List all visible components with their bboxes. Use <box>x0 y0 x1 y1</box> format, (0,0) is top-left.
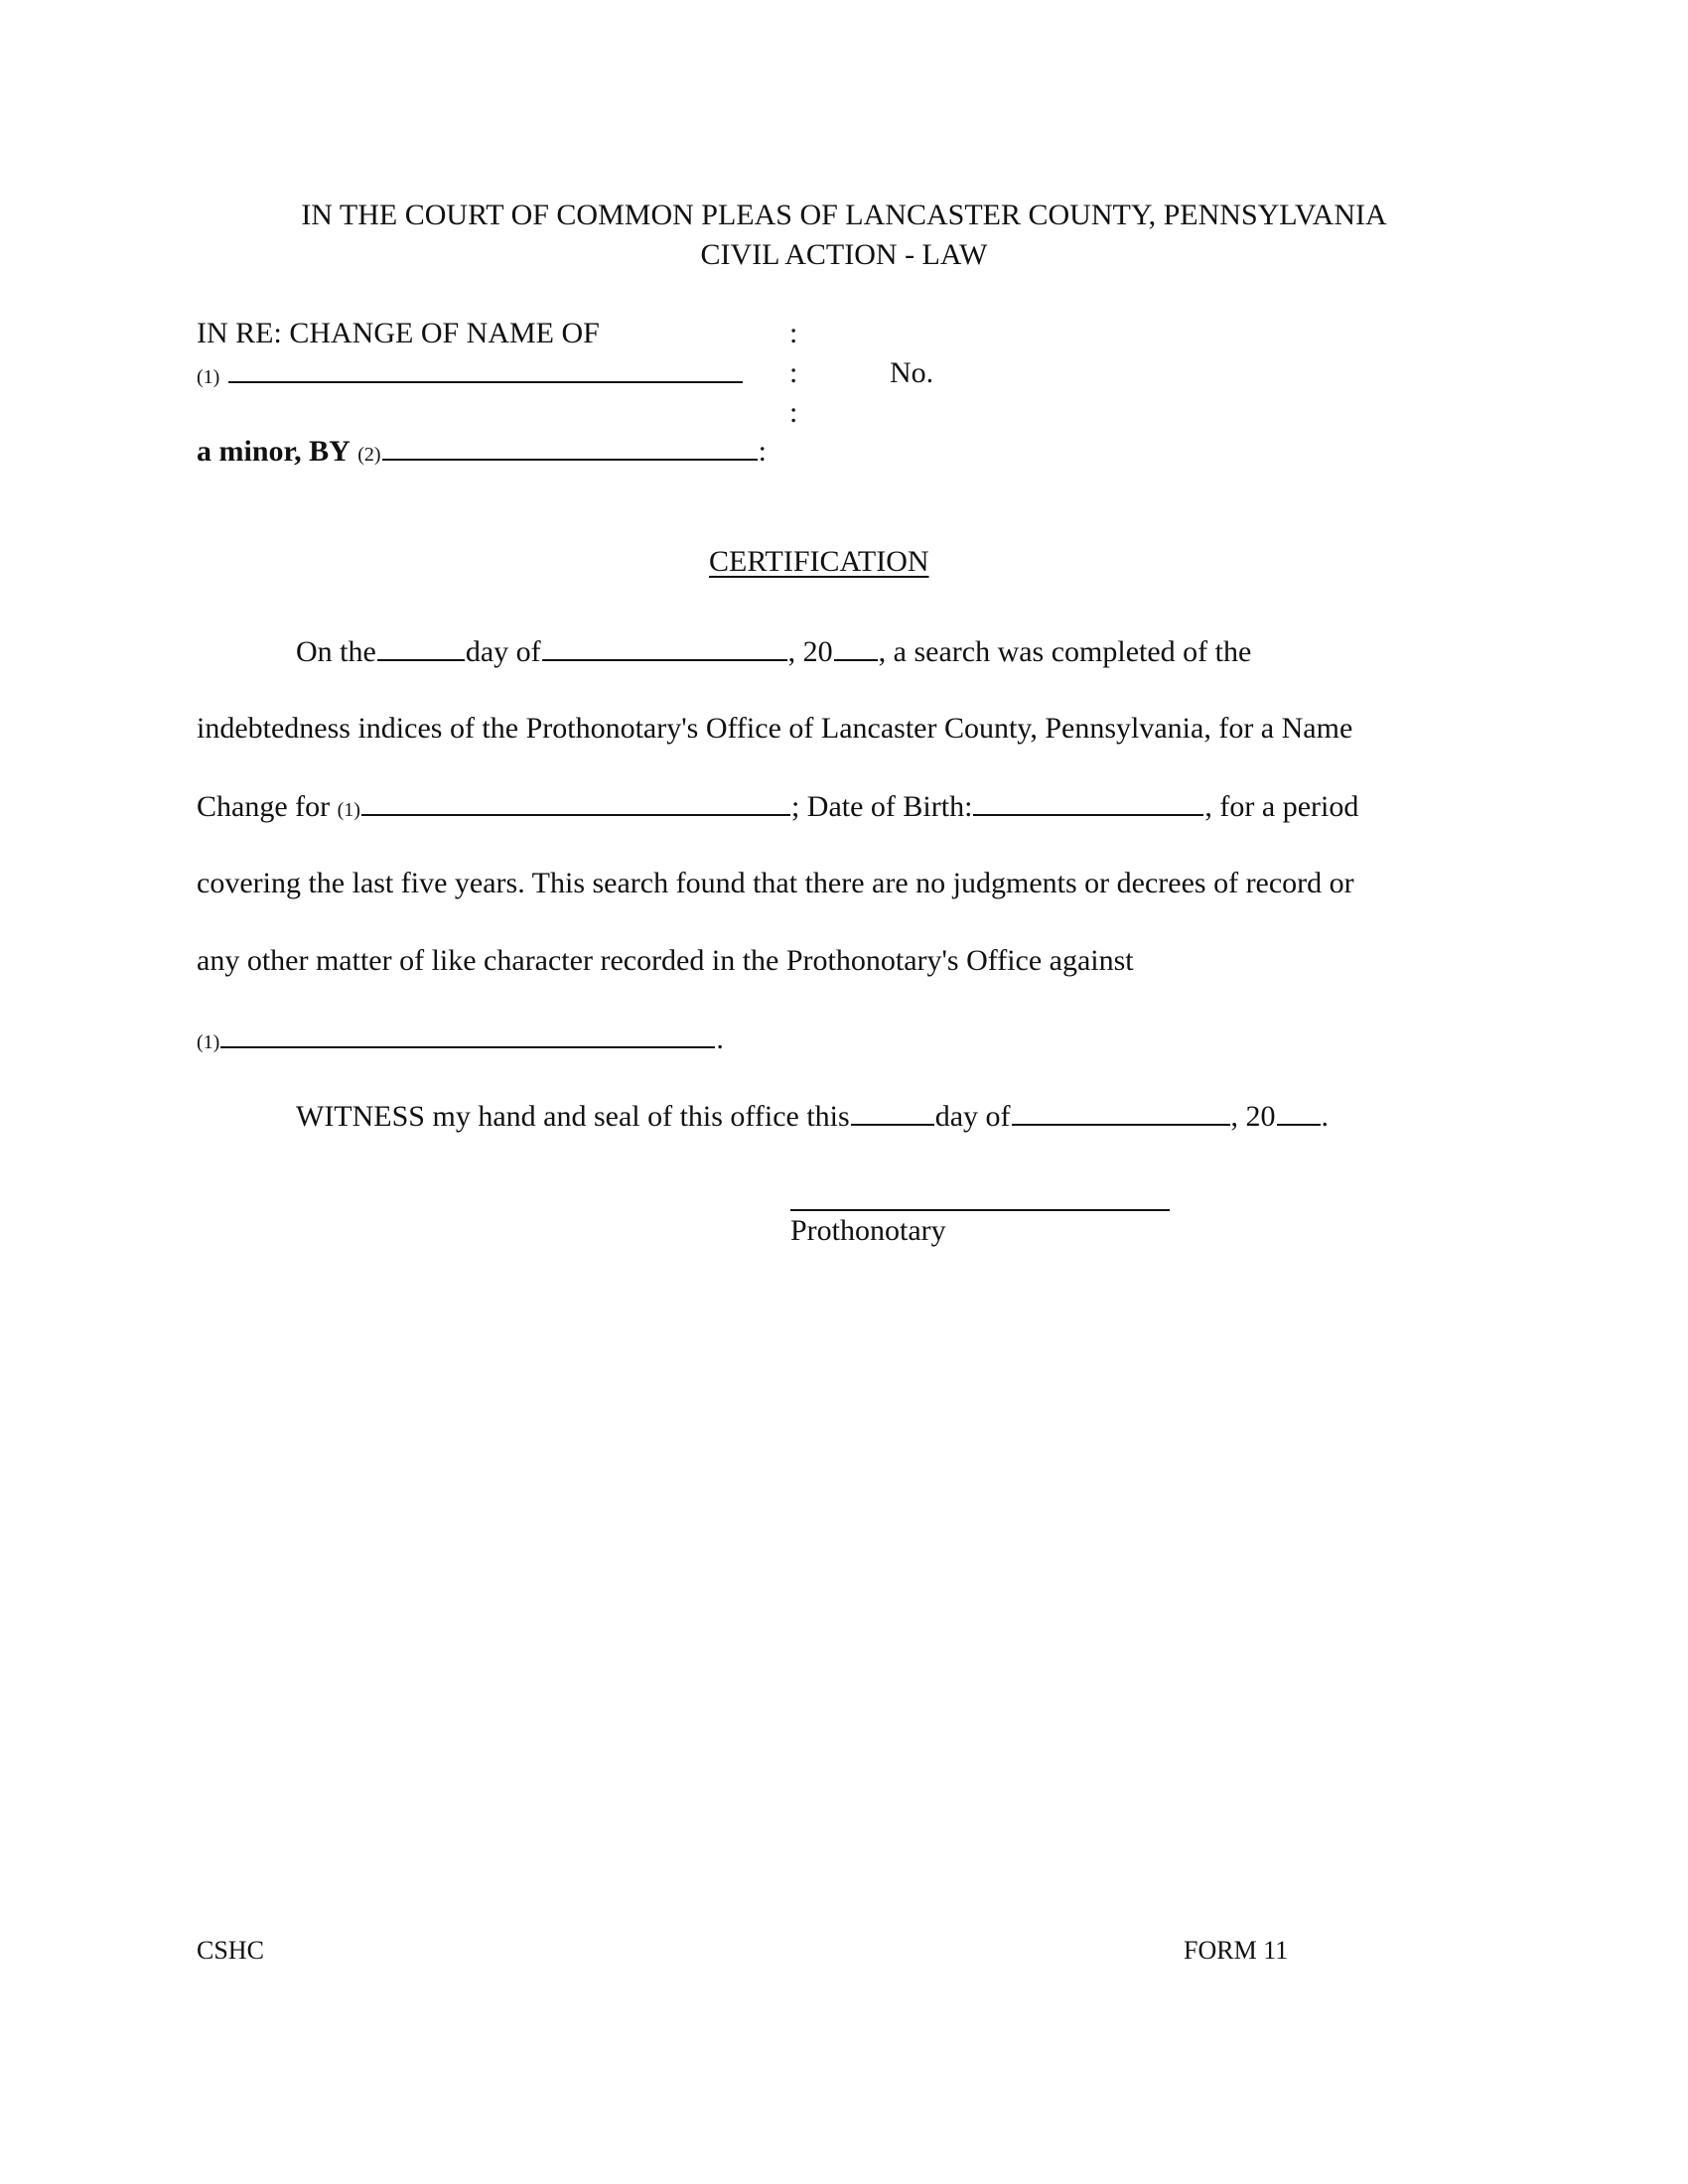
change-for-text: Change for <box>197 790 331 823</box>
witness-comma-20-text: , 20 <box>1230 1100 1276 1133</box>
cert-line-2: indebtedness indices of the Prothonotary's Office of Lancaster County, Pennsylvania, for a Name <box>197 712 1353 745</box>
witness-month-blank[interactable] <box>1012 1098 1230 1126</box>
caption-colon-1: : <box>789 317 798 349</box>
case-number-label: No. <box>890 356 934 389</box>
cert-line-1 <box>296 633 1251 670</box>
court-heading: IN THE COURT OF COMMON PLEAS OF LANCASTER COUNTY, PENNSYLVANIA <box>301 199 1387 231</box>
cert-line-4: covering the last five years. This search found that there are no judgments or decrees of record or <box>197 867 1354 899</box>
change-for-name-blank[interactable] <box>361 788 790 816</box>
footer-left: CSHC <box>197 1936 264 1965</box>
prothonotary-label: Prothonotary <box>790 1214 946 1247</box>
on-the-text: On the <box>296 635 376 668</box>
witness-period: . <box>1321 1100 1329 1133</box>
in-re-label: IN RE: CHANGE OF NAME OF <box>197 317 600 349</box>
witness-day-of-text: day of <box>934 1100 1011 1133</box>
line6-period: . <box>716 1023 724 1055</box>
marker-1b: (1) <box>337 799 360 821</box>
caption-colon-4: : <box>758 435 767 468</box>
marker-1: (1) <box>197 366 220 388</box>
marker-2: (2) <box>357 444 381 466</box>
witness-text: WITNESS my hand and seal of this office this <box>296 1100 850 1133</box>
cert-line-3 <box>197 788 1358 828</box>
action-heading: CIVIL ACTION - LAW <box>700 238 988 271</box>
minor-by-label: a minor, BY <box>197 435 351 468</box>
footer-form-number: FORM 11 <box>1184 1936 1289 1965</box>
parent-name-blank[interactable] <box>382 433 758 461</box>
search-completed-text: , a search was completed of the <box>878 635 1252 668</box>
certification-title: CERTIFICATION <box>709 545 929 578</box>
cert-line-5: any other matter of like character recorded in the Prothonotary's Office against <box>197 944 1134 977</box>
date-of-birth-blank[interactable] <box>973 788 1203 816</box>
for-a-period-text: , for a period <box>1204 790 1359 823</box>
minor-by-line <box>197 433 767 473</box>
signature-line[interactable] <box>790 1209 1170 1211</box>
witness-line <box>296 1098 1329 1135</box>
day-of-text: day of <box>465 635 541 668</box>
comma-20-text: , 20 <box>787 635 833 668</box>
search-month-blank[interactable] <box>542 633 787 661</box>
cert-line-6 <box>197 1021 724 1060</box>
witness-day-blank[interactable] <box>851 1098 934 1126</box>
caption-name-line <box>197 355 744 395</box>
marker-1c: (1) <box>197 1031 220 1053</box>
search-day-blank[interactable] <box>377 633 465 661</box>
minor-name-blank[interactable] <box>228 355 743 383</box>
dob-label: ; Date of Birth: <box>790 790 973 823</box>
against-name-blank[interactable] <box>220 1021 715 1048</box>
witness-year-blank[interactable] <box>1277 1098 1321 1126</box>
caption-colon-2: : <box>789 356 798 389</box>
search-year-blank[interactable] <box>834 633 878 661</box>
caption-colon-3: : <box>789 396 798 429</box>
